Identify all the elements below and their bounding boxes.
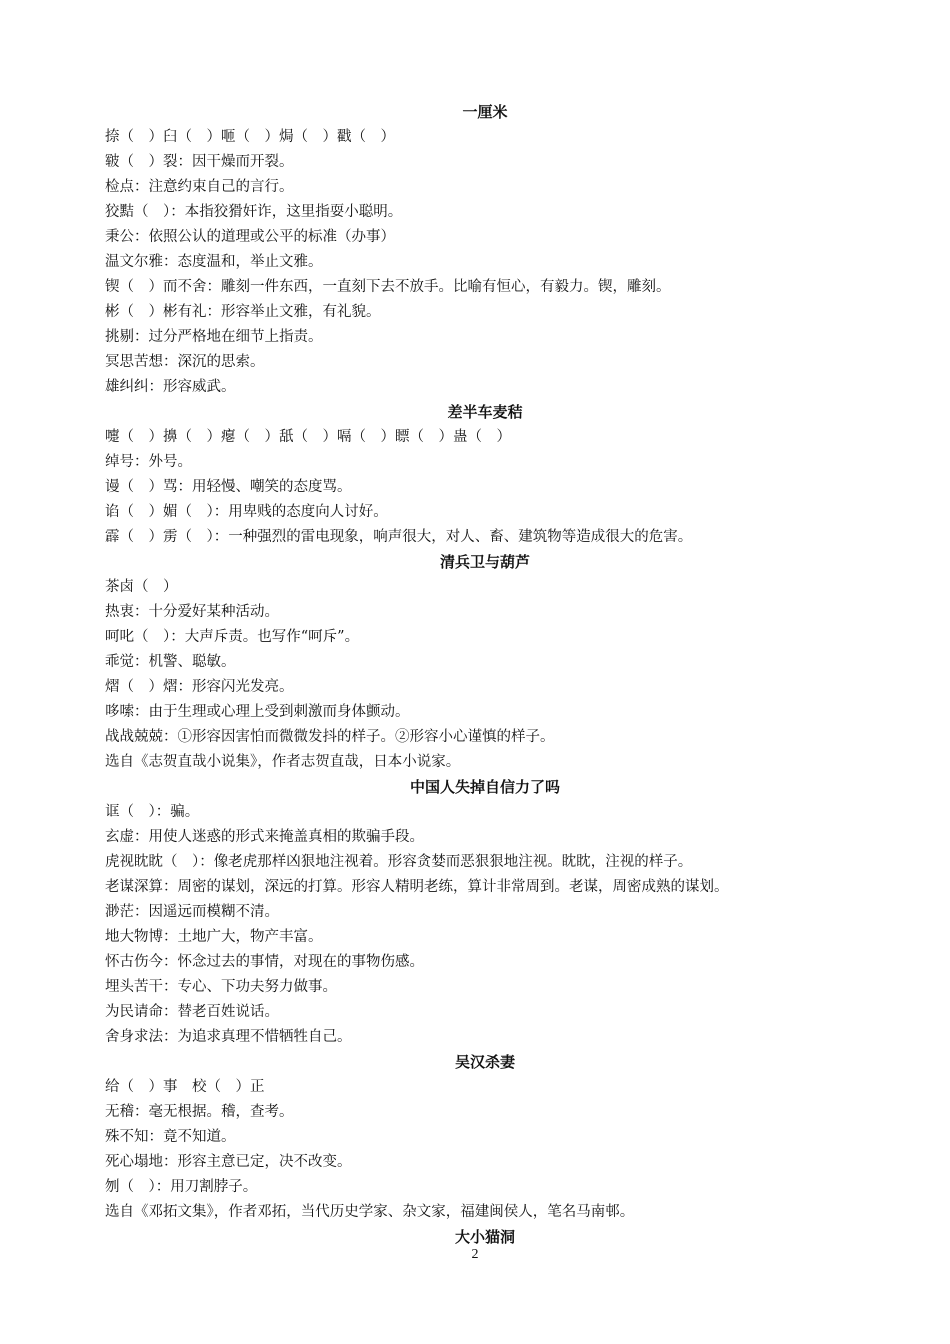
text-line: 老谋深算：周密的谋划，深远的打算。形容人精明老练，算计非常周到。老谋，周密成熟的谋划。 (105, 879, 729, 895)
text-line: 选自《邓拓文集》，作者邓拓，当代历史学家、杂文家，福建闽侯人，笔名马南邨。 (105, 1204, 635, 1220)
text-line: 选自《志贺直哉小说集》，作者志贺直哉，日本小说家。 (105, 754, 461, 770)
text-line: 谩（ ）骂：用轻慢、嘲笑的态度骂。 (105, 479, 352, 495)
text-line: 绰号：外号。 (105, 454, 192, 470)
page-number: 2 (471, 1247, 479, 1262)
text-line: 渺茫：因遥远而模糊不清。 (105, 904, 279, 920)
text-line: 呵叱（ ）：大声斥责。也写作“呵斥”。 (105, 629, 360, 645)
text-line: 检点：注意约束自己的言行。 (105, 179, 294, 195)
text-line: 怀古伤今：怀念过去的事情，对现在的事物伤感。 (105, 954, 424, 970)
text-line: 挑剔：过分严格地在细节上指责。 (105, 329, 323, 345)
text-line: 地大物博：土地广大，物产丰富。 (105, 929, 323, 945)
text-line: 为民请命：替老百姓说话。 (105, 1004, 279, 1020)
text-line: 殊不知：竟不知道。 (105, 1129, 236, 1145)
section-title: 清兵卫与葫芦 (439, 553, 530, 571)
text-line: 嚏（ ）擤（ ）瘪（ ）舐（ ）嗝（ ）瞟（ ）蛊（ ） (105, 429, 511, 445)
section-title: 差半车麦秸 (447, 403, 523, 421)
text-line: 死心塌地：形容主意已定，决不改变。 (105, 1154, 352, 1170)
section-title: 中国人失掉自信力了吗 (409, 778, 560, 796)
text-line: 冥思苦想：深沉的思索。 (105, 354, 265, 370)
text-line: 诓（ ）：骗。 (105, 804, 200, 820)
text-line: 茶卤（ ） (105, 579, 178, 595)
text-line: 无稽：毫无根据。稽，查考。 (105, 1104, 294, 1120)
text-line: 刎（ ）：用刀割脖子。 (105, 1179, 258, 1195)
text-line: 舍身求法：为追求真理不惜牺牲自己。 (105, 1029, 352, 1045)
text-line: 狡黠（ ）：本指狡猾奸诈，这里指耍小聪明。 (105, 204, 403, 220)
text-line: 熠（ ）熠：形容闪光发亮。 (105, 679, 294, 695)
text-line: 热衷：十分爱好某种活动。 (105, 604, 279, 620)
text-line: 雄纠纠：形容威武。 (105, 379, 236, 395)
text-line: 捺（ ）臼（ ）咂（ ）焗（ ）戳（ ） (105, 129, 395, 145)
section-title: 一厘米 (462, 103, 508, 121)
text-line: 霹（ ）雳（ ）：一种强烈的雷电现象，响声很大，对人、畜、建筑物等造成很大的危害。 (105, 529, 693, 545)
text-line: 虎视眈眈（ ）：像老虎那样凶狠地注视着。形容贪婪而恶狠狠地注视。眈眈，注视的样子。 (105, 854, 693, 870)
text-line: 温文尔雅：态度温和，举止文雅。 (105, 254, 323, 270)
section-title: 大小猫洞 (454, 1228, 515, 1246)
text-line: 皲（ ）裂：因干燥而开裂。 (105, 154, 294, 170)
text-line: 玄虚：用使人迷惑的形式来掩盖真相的欺骗手段。 (105, 829, 424, 845)
text-line: 乖觉：机警、聪敏。 (105, 654, 236, 670)
document-body (105, 100, 865, 1250)
text-line: 哆嗦：由于生理或心理上受到刺激而身体颤动。 (105, 704, 410, 720)
text-line: 谄（ ）媚（ ）：用卑贱的态度向人讨好。 (105, 504, 388, 520)
text-line: 给（ ）事 校（ ）正 (105, 1079, 265, 1095)
text-line: 锲（ ）而不舍：雕刻一件东西，一直刻下去不放手。比喻有恒心，有毅力。锲，雕刻。 (105, 279, 671, 295)
text-line: 秉公：依照公认的道理或公平的标准（办事） (105, 229, 395, 245)
text-line: 彬（ ）彬有礼：形容举止文雅，有礼貌。 (105, 304, 381, 320)
text-line: 战战兢兢：①形容因害怕而微微发抖的样子。②形容小心谨慎的样子。 (105, 729, 555, 745)
text-line: 埋头苦干：专心、下功夫努力做事。 (105, 979, 337, 995)
section-title: 吴汉杀妻 (454, 1053, 515, 1071)
